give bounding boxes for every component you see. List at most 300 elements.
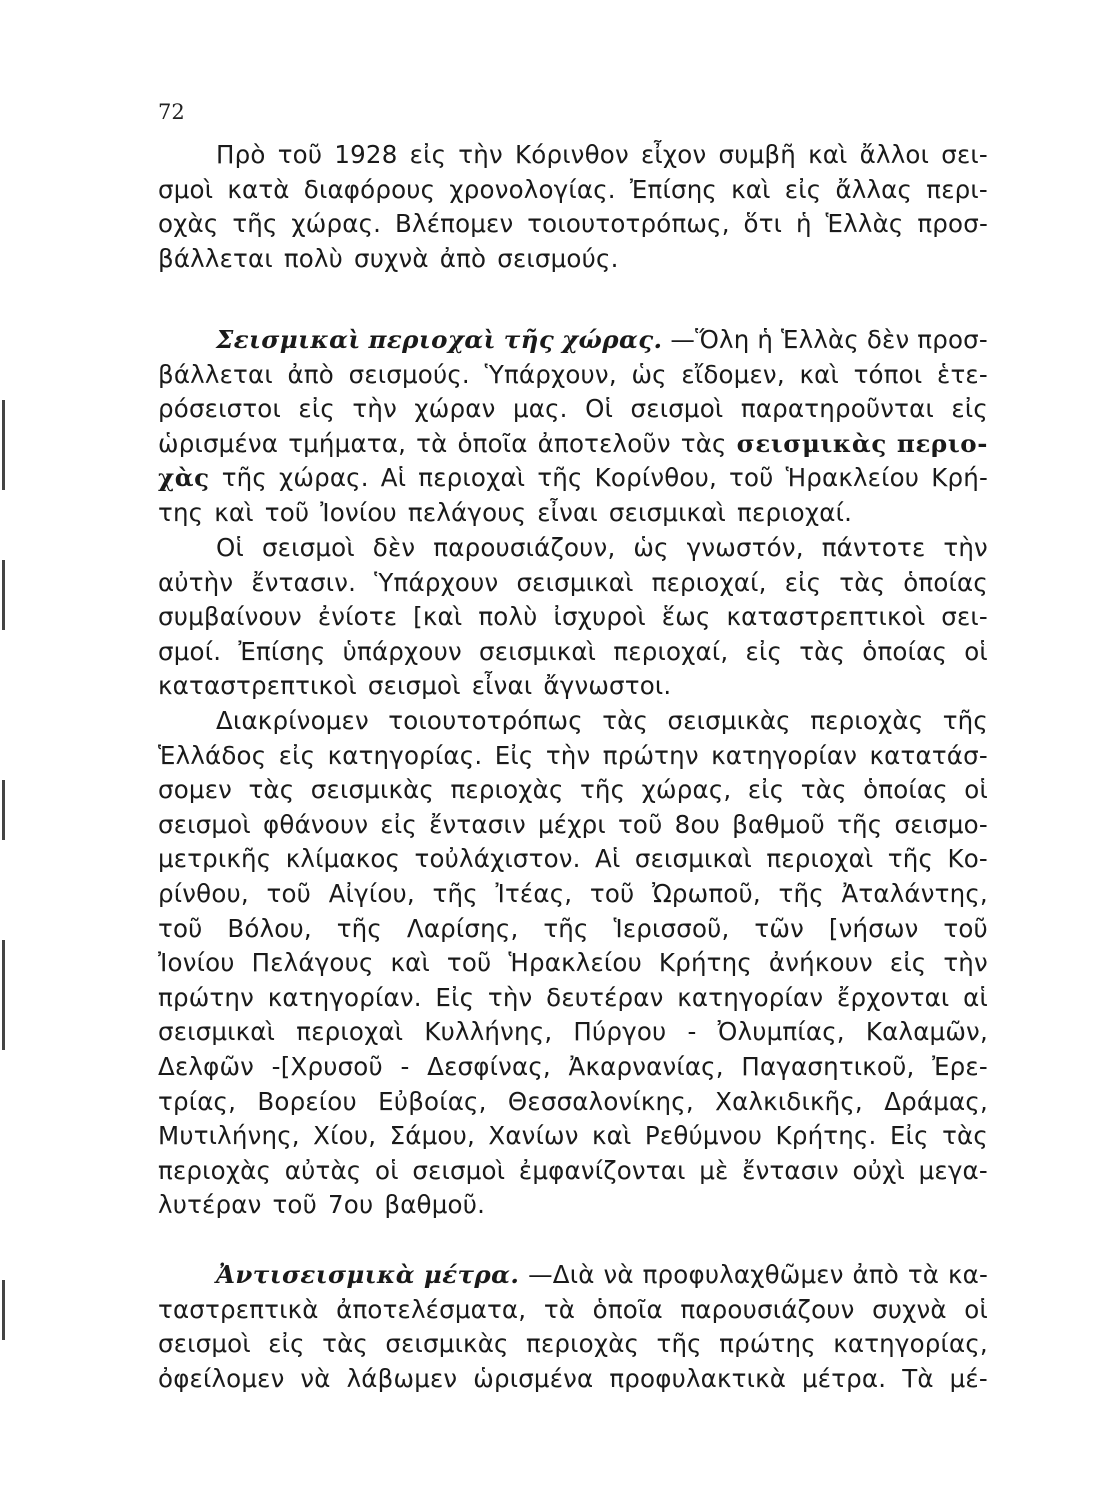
emphasis-word: χὰς [158, 463, 210, 493]
word: τὰ [907, 1260, 940, 1289]
text-line [158, 498, 988, 533]
word: τῆς [837, 809, 883, 839]
word: τῶν [754, 913, 804, 943]
word: τοῦ [264, 497, 310, 527]
word: Θεσσαλονίκης, [507, 1086, 694, 1116]
word: [νήσων [828, 913, 919, 943]
word: κατηγορίας. [327, 740, 483, 770]
word: ἑτε- [937, 359, 988, 389]
word: συχνὰ [354, 243, 429, 273]
word: σεισμικὰς [667, 706, 791, 735]
word: γνωστόν, [686, 533, 804, 562]
word: τῆς [336, 913, 382, 943]
word: ὅτι [743, 209, 783, 239]
text-line [158, 914, 988, 949]
word: τὰς [942, 1121, 988, 1151]
word: Πρὸ [216, 140, 266, 169]
word: ὀφείλομεν [158, 1363, 285, 1393]
paragraph-earthquake-intensity [158, 533, 988, 706]
word: Ἑλλὰς [781, 325, 859, 354]
word: πάντοτε [821, 533, 926, 562]
paragraph-intro [158, 140, 988, 278]
word: ὡρισμένα [473, 1363, 594, 1393]
word: σμοί. [158, 636, 222, 666]
word: Ἡρακλείου [508, 948, 642, 978]
word: τῆς [778, 878, 824, 908]
word: φθάνουν [263, 809, 369, 839]
text-line [158, 671, 988, 706]
word: περιοχαί, [613, 636, 729, 666]
word: ἀνήκουν [768, 948, 873, 978]
word: σεισμικὰς [310, 775, 435, 805]
word: ὡρισμένα [158, 428, 279, 458]
word: παρουσιάζουν [680, 1294, 855, 1324]
emphasis-word: τῆς [503, 325, 555, 354]
word: Κυλλήνης, [424, 1017, 553, 1047]
word: πελάγους [407, 497, 527, 527]
word: βάλλεται [158, 243, 273, 273]
word: τὰς [602, 706, 649, 735]
text-line [158, 602, 988, 637]
word: ταστρεπτικὰ [158, 1294, 319, 1324]
word: πρώτην [158, 982, 254, 1012]
word: Ἀταλάντης, [841, 878, 988, 908]
word: περιοχὰς [158, 1155, 272, 1185]
word: Ἑλλὰς [825, 209, 904, 239]
word: πρώτην [602, 740, 699, 770]
word: οἱ [964, 775, 988, 805]
word: εἰς [747, 775, 785, 805]
word: καὶ [799, 359, 839, 389]
word: τὰς [248, 775, 295, 805]
word: τῆς [537, 463, 583, 493]
word: Χαλκιδικῆς, [715, 1086, 863, 1116]
word: καταστρεπτικοὶ [726, 602, 926, 632]
text-line [158, 429, 988, 464]
word: λάβωμεν [346, 1363, 458, 1393]
word: κατὰ [227, 174, 290, 204]
word: μέτρα. [801, 1363, 887, 1393]
word: Ἱερισσοῦ, [613, 913, 730, 943]
word: Κο- [947, 844, 988, 874]
word: Αἱ [380, 463, 407, 493]
word: περιοχὰς [810, 706, 924, 735]
text-line [158, 1329, 988, 1364]
word: εἰς [278, 740, 316, 770]
word: περιοχὰς [526, 1329, 640, 1359]
word: Βορείου [257, 1086, 357, 1116]
word: τὴν [545, 740, 591, 770]
word: ὁποῖα [457, 428, 528, 458]
word: δὲν [866, 325, 910, 354]
text-line [158, 1052, 988, 1087]
word: Ἰονίου [320, 497, 397, 527]
text-line [158, 1364, 988, 1399]
word: περιοχὰς [450, 775, 564, 805]
emphasis-word: περιο- [896, 428, 988, 458]
word: αἱ [963, 982, 988, 1012]
word: περι- [926, 174, 988, 204]
text-line [158, 568, 988, 603]
word: - [400, 1051, 410, 1081]
word: κλίμακος [285, 844, 401, 874]
word: Ὠρωποῦ, [652, 878, 761, 908]
word: Κρή- [931, 463, 988, 493]
word: ὑπάρχουν [342, 636, 462, 666]
word: ἄλλοι [859, 140, 930, 169]
word: Βλέπομεν [394, 209, 514, 239]
word: καὶ [808, 140, 848, 169]
text-line [158, 533, 988, 568]
word: ἀπὸ [287, 359, 334, 389]
word: Καλαμῶν, [865, 1017, 988, 1047]
word: περιοχαὶ [296, 1017, 404, 1047]
word: προσ- [917, 325, 988, 354]
word: εἰς [951, 394, 988, 424]
text-line [158, 1190, 988, 1225]
word: σεισμοὶ [367, 671, 461, 701]
word: πολὺ [478, 602, 538, 632]
word: χρονολογίας. [449, 174, 616, 204]
word: μας. [512, 394, 568, 424]
word: Εἰς [494, 740, 534, 770]
word: Κόρινθον [514, 140, 629, 169]
word: πολὺ [283, 243, 344, 273]
word: εἰς [784, 174, 822, 204]
word: Χανίων [488, 1121, 579, 1151]
word: ἔρχονται [837, 982, 950, 1012]
word: ἐνίοτε [317, 602, 398, 632]
word: ἡ [795, 209, 812, 239]
word: τόποι [853, 359, 923, 389]
word: τῆς [942, 706, 988, 735]
word: τῆς [232, 209, 278, 239]
word: σει- [941, 140, 988, 169]
word: σεισμοὶ [261, 533, 355, 562]
word: οἱ [964, 1294, 988, 1324]
word: Ἐπίσης [238, 636, 326, 666]
word: τῆς [543, 913, 589, 943]
paragraph-seismic-regions [158, 325, 988, 533]
word: Κρήτης [658, 948, 752, 978]
word: εἶχον [640, 140, 707, 169]
text-line [158, 810, 988, 845]
word: τῆς [221, 463, 267, 493]
word: σεισμοὶ [412, 1155, 506, 1185]
word: τοιουτοτρόπως, [527, 209, 730, 239]
word: ἡ [757, 325, 774, 354]
word: Τὰ [902, 1363, 934, 1393]
word: προφυλακτικὰ [609, 1363, 787, 1393]
word: σεισμικαὶ [158, 1017, 276, 1047]
word: εἰς [268, 1329, 305, 1359]
word: Κρήτης. [775, 1121, 877, 1151]
word: προσ- [917, 209, 988, 239]
word: χώρας. [291, 209, 382, 239]
word: παρατηροῦνται [740, 394, 934, 424]
word: τοῦ [589, 878, 635, 908]
word: τὴν [943, 948, 988, 978]
text-line [158, 844, 988, 879]
word: Δράμας, [884, 1086, 988, 1116]
word: σεισμοὶ [158, 1329, 251, 1359]
word: σεισμούς. [497, 243, 619, 273]
word: μέ- [949, 1363, 988, 1393]
word: πρώτης [719, 1329, 816, 1359]
binding-shadow [0, 0, 12, 1500]
word: 8ου [674, 809, 721, 839]
word: τὰ [416, 428, 448, 458]
word: συμβῆ [718, 140, 796, 169]
word: 1928 [334, 140, 398, 169]
word: περιοχαὶ [766, 844, 874, 874]
text-line [158, 463, 988, 498]
word: τῆς [579, 775, 626, 805]
word: Οἱ [216, 533, 244, 562]
word: -[Χρυσοῦ [271, 1051, 383, 1081]
word: Εἰς [435, 982, 475, 1012]
paragraph-antiseismic-measures [158, 1260, 988, 1398]
word: ἰσχυροὶ [553, 602, 646, 632]
word: εἰς [745, 636, 783, 666]
text-line [158, 879, 988, 914]
word: σεισμοὶ [158, 809, 251, 839]
page-number: 72 [158, 100, 185, 124]
text-line [158, 140, 988, 175]
word: τοῦ [277, 140, 323, 169]
text-line [158, 948, 988, 983]
word: Εἰς [889, 1121, 929, 1151]
word: οχὰς [158, 209, 219, 239]
word: ἀπὸ [852, 1260, 899, 1289]
word: ρίνθου, [158, 878, 249, 908]
text-line [158, 360, 988, 395]
text-line [158, 1017, 988, 1052]
word: Πελάγους [251, 948, 374, 978]
word: νὰ [300, 1363, 331, 1393]
word: τῆς [432, 878, 478, 908]
word: Ὀλυμπίας, [717, 1017, 845, 1047]
word: περιοχαὶ [418, 463, 526, 493]
word: Λαρίσης, [406, 913, 519, 943]
word: τὰς [799, 636, 846, 666]
word: εἰς [784, 567, 822, 597]
word: οἱ [375, 1155, 399, 1185]
word: [καὶ [413, 602, 463, 632]
emphasis-word: περιοχαὶ [368, 325, 496, 354]
text-line [158, 706, 988, 741]
word: σεισμικαὶ [516, 567, 634, 597]
word: Ὑπάρχουν [374, 567, 499, 597]
word: λυτέραν [158, 1190, 262, 1220]
text-line [158, 775, 988, 810]
text-line [158, 175, 988, 210]
word: Χίου, [313, 1121, 377, 1151]
word: Σάμου, [389, 1121, 475, 1151]
text-line [158, 1087, 988, 1122]
word: οὐχὶ [852, 1155, 905, 1185]
word: ὡς [633, 533, 669, 562]
word: εἰς [409, 140, 447, 169]
word: τῆς [656, 1329, 702, 1359]
word: Βόλου, [227, 913, 312, 943]
word: εἰς [889, 948, 927, 978]
word: 7ου [328, 1190, 374, 1220]
word: Αἰγίου, [328, 878, 415, 908]
word: τὰς [322, 1329, 369, 1359]
word: ὁποῖα [592, 1294, 663, 1324]
word: τοῦ [266, 878, 312, 908]
word: κατατάσ- [869, 740, 988, 770]
word: Εὐβοίας, [378, 1086, 487, 1116]
word: τὰ [543, 1294, 576, 1324]
word: τὴν [487, 982, 533, 1012]
word: της [158, 497, 204, 527]
word: σεισμοὶ [630, 394, 724, 424]
word: βάλλεται [158, 359, 273, 389]
word: τρίας, [158, 1086, 237, 1116]
word: Διακρίνομεν [216, 706, 369, 735]
word: τοὐλάχιστον. [414, 844, 581, 874]
word: καὶ [390, 948, 430, 978]
word: εἶναι [471, 671, 533, 701]
word: ἔντασιν [429, 809, 526, 839]
word: τοῦ [729, 463, 774, 493]
word: Ἐρε- [932, 1051, 988, 1081]
emphasis-word: Ἀντισεισμικὰ [216, 1260, 416, 1289]
word: εἰς [298, 394, 335, 424]
word: περιοχαί. [737, 497, 853, 527]
word: Πύργου [573, 1017, 667, 1047]
word: τὴν [458, 140, 503, 169]
word: ὁποίας [903, 567, 988, 597]
emphasis-word: μέτρα. [423, 1260, 520, 1289]
word: τὰς [800, 775, 847, 805]
word: μὲ [699, 1155, 729, 1185]
word: κατηγορίαν. [267, 982, 422, 1012]
word: σμοὶ [158, 174, 214, 204]
word: ἕως [661, 602, 711, 632]
word: κατηγορίαν [677, 982, 824, 1012]
word: κα- [947, 1260, 988, 1289]
word: μεγα- [918, 1155, 988, 1185]
word: ἄγνωστοι. [543, 671, 672, 701]
word: Δεσφίνας, [427, 1051, 551, 1081]
word: Αἱ [595, 844, 621, 874]
word: ἀποτελοῦν [537, 428, 671, 458]
text-line [158, 741, 988, 776]
word: Δελφῶν [158, 1051, 255, 1081]
word: συμβαίνουν [158, 602, 302, 632]
word: εἴδομεν, [681, 359, 785, 389]
word: ἀπὸ [439, 243, 487, 273]
text-line [158, 637, 988, 672]
word: ρόσειστοι [158, 394, 281, 424]
word: βαθμοῦ. [384, 1190, 486, 1220]
word: καὶ [214, 497, 254, 527]
word: καὶ [731, 174, 771, 204]
word: Ρεθύμνου [644, 1121, 763, 1151]
word: οἱ [964, 636, 988, 666]
word: τοῦ [617, 809, 663, 839]
word: μέχρι [537, 809, 606, 839]
word: Ἑλλάδος [158, 740, 267, 770]
word: αὐτὰς [284, 1155, 362, 1185]
word: ἄλλας [835, 174, 913, 204]
word: ἔντασιν [742, 1155, 839, 1185]
word: χώρας. [279, 463, 369, 493]
emphasis-word: χώρας. [562, 325, 663, 354]
word: ὁποίας [863, 775, 948, 805]
text-line [158, 244, 988, 279]
word: Ἀκαρνανίας, [568, 1051, 724, 1081]
word: κατηγορίας, [833, 1329, 988, 1359]
word: σεισμικαὶ [479, 636, 597, 666]
word: τοῦ [943, 913, 988, 943]
word: τὴν [352, 394, 397, 424]
word: καταστρεπτικοὶ [158, 671, 357, 701]
word: ἔντασιν. [251, 567, 357, 597]
word: Κορίνθου, [594, 463, 717, 493]
text-line [158, 325, 988, 360]
word: σεισμικαὶ [608, 497, 727, 527]
word: ὡς [631, 359, 667, 389]
text-line [158, 1156, 988, 1191]
word: ὁποίας [862, 636, 948, 666]
word: σει- [941, 602, 988, 632]
word: καὶ [592, 1121, 632, 1151]
word: Ἰονίου [158, 948, 235, 978]
text-line [158, 394, 988, 429]
word: ἐμφανίζονται [518, 1155, 686, 1185]
word: τὰς [680, 428, 727, 458]
word: τὰς [839, 567, 886, 597]
word: σεισμούς. [348, 359, 470, 389]
word: σεισμικὰς [385, 1329, 509, 1359]
word: νὰ [603, 1260, 634, 1289]
word: προφυλαχθῶμεν [642, 1260, 844, 1289]
word: Ὑπάρχουν, [484, 359, 617, 389]
word: Παγασητικοῦ, [741, 1051, 915, 1081]
word: δευτέραν [546, 982, 664, 1012]
word: Ἰτέας, [495, 878, 573, 908]
emphasis-word: σεισμικὰς [736, 428, 887, 458]
text-line [158, 1121, 988, 1156]
word: σεισμικαὶ [634, 844, 753, 874]
word: τοιουτοτρόπως [388, 706, 583, 735]
word: Ἡρακλείου [785, 463, 920, 493]
word: Μυτιλήνης, [158, 1121, 300, 1151]
word: σεισμο- [894, 809, 988, 839]
word: μετρικῆς [158, 844, 272, 874]
word: τὴν [943, 533, 988, 562]
word: - [687, 1017, 697, 1047]
word: —Ὅλη [670, 325, 750, 354]
word: χώραν [414, 394, 496, 424]
paragraph-categories [158, 706, 988, 1225]
word: τοῦ [446, 948, 492, 978]
word: Οἱ [585, 394, 614, 424]
word: συχνὰ [872, 1294, 947, 1324]
text-line [158, 1295, 988, 1330]
word: —Διὰ [528, 1260, 595, 1289]
word: δὲν [372, 533, 416, 562]
word: τοῦ [158, 913, 203, 943]
word: βαθμοῦ [732, 809, 825, 839]
text-line [158, 1260, 988, 1295]
word: παρουσιάζουν, [433, 533, 616, 562]
word: εἰς [380, 809, 417, 839]
